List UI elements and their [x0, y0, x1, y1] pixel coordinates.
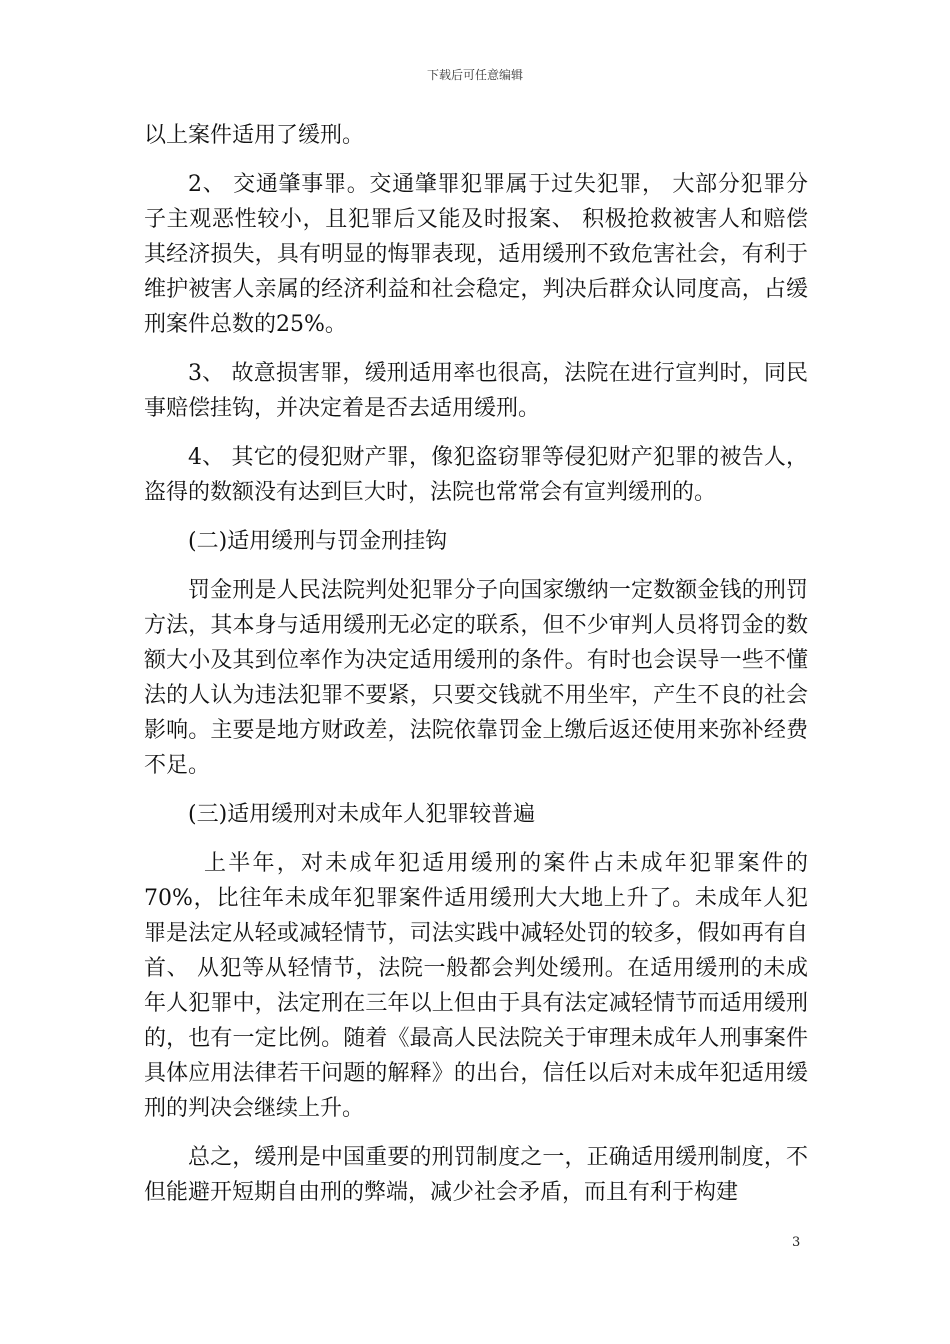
section-heading-fine: (二)适用缓刑与罚金刑挂钩 — [188, 529, 448, 554]
paragraph-continuation: 以上案件适用了缓刑。 — [144, 123, 365, 148]
document-body — [144, 118, 808, 1224]
page-header: 下载后可任意编辑 — [426, 68, 523, 82]
paragraph-intentional-injury: 3、 故意损害罪，缓刑适用率也很高，法院在进行宣判时，同民事赔偿挂钩，并决定着是否去适用缓刑。 — [144, 361, 808, 421]
paragraph-fine-penalty: 罚金刑是人民法院判处犯罪分子向国家缴纳一定数额金钱的刑罚方法，其本身与适用缓刑无必定的联系，但不少审判人员将罚金的数额大小及其到位率作为决定适用缓刑的条件。有时也会误导一些不懂法的人认为违法犯罪不要紧，只要交钱就不用坐牢，产生不良的社会影响。主要是地方财政差，法院依靠罚金上缴后返还使用来弥补经费不足。 — [144, 578, 808, 778]
page-number: 3 — [792, 1235, 801, 1250]
paragraph-property-crime: 4、 其它的侵犯财产罪，像犯盗窃罪等侵犯财产犯罪的被告人，盗得的数额没有达到巨大时，法院也常常会有宣判缓刑的。 — [144, 445, 808, 505]
paragraph-minors: 上半年，对未成年犯适用缓刑的案件占未成年犯罪案件的70%，比往年未成年犯罪案件适用缓刑大大地上升了。未成年人犯罪是法定从轻或减轻情节，司法实践中减轻处罚的较多，假如再有自首、 从犯等从轻情节，法院一般都会判处缓刑。在适用缓刑的未成年人犯罪中，法定刑在三年以上但由于具有法定减轻情节而适用缓刑的，也有一定比例。随着《最高人民法院关于审理未成年人刑事案件具体应用法律若干问题的解释》的出台，信任以后对未成年犯适用缓刑的判决会继续上升。 — [144, 851, 808, 1121]
paragraph-conclusion: 总之，缓刑是中国重要的刑罚制度之一，正确适用缓刑制度，不但能避开短期自由刑的弊端，减少社会矛盾，而且有利于构建 — [144, 1145, 808, 1205]
paragraph-traffic-offense: 2、 交通肇事罪。交通肇罪犯罪属于过失犯罪， 大部分犯罪分子主观恶性较小，且犯罪后又能及时报案、 积极抢救被害人和赔偿其经济损失，具有明显的悔罪表现，适用缓刑不致危害社会，有利于维护被害人亲属的经济利益和社会稳定，判决后群众认同度高，占缓刑案件总数的25%。 — [144, 172, 808, 337]
section-heading-minors: (三)适用缓刑对未成年人犯罪较普遍 — [188, 802, 536, 827]
